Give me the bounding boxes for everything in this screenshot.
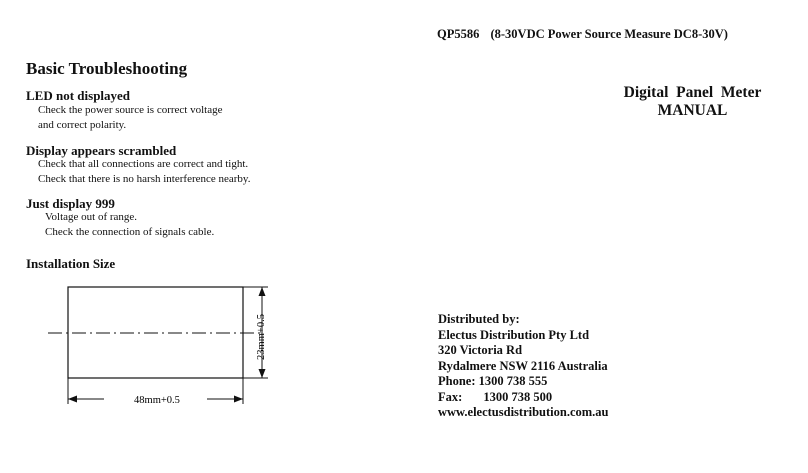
model-number: QP5586 <box>437 27 480 41</box>
trouble-2-title: Display appears scrambled <box>26 143 177 158</box>
trouble-2-line-2: Check that there is no harsh interference nearby. <box>38 173 251 185</box>
manual-title-line-1: Digital Panel Meter <box>623 84 762 101</box>
installation-title: Installation Size <box>26 256 116 271</box>
height-label: 23mm+0.5 <box>256 314 267 360</box>
manual-title-line-2: MANUAL <box>657 102 728 119</box>
width-arrow-right <box>234 396 243 403</box>
trouble-1-line-1: Check the power source is correct voltage <box>38 104 223 116</box>
width-arrow-left <box>68 396 77 403</box>
trouble-1-line-2: and correct polarity. <box>38 119 127 131</box>
distributor-phone: Phone: 1300 738 555 <box>438 374 548 388</box>
height-arrow-bottom <box>259 369 266 378</box>
distributor-street: 320 Victoria Rd <box>438 343 523 357</box>
distributor-city: Rydalmere NSW 2116 Australia <box>438 358 608 373</box>
distributor-fax <box>438 390 609 406</box>
trouble-3-line-2: Check the connection of signals cable. <box>45 226 215 238</box>
trouble-1-title: LED not displayed <box>26 88 131 103</box>
trouble-2-line-1: Check that all connections are correct and tight. <box>38 158 249 170</box>
section-title: Basic Troubleshooting <box>26 59 188 78</box>
height-arrow-top <box>259 287 266 296</box>
manual-title <box>600 84 785 120</box>
distributor-website[interactable]: www.electusdistribution.com.au <box>438 405 609 419</box>
fax-label: Fax: <box>438 389 463 404</box>
fax-number: 1300 738 500 <box>483 389 553 404</box>
distributor-label: Distributed by: <box>438 312 520 326</box>
trouble-3-title: Just display 999 <box>26 196 115 211</box>
distributor-company: Electus Distribution Pty Ltd <box>438 327 590 342</box>
model-spec: (8-30VDC Power Source Measure DC8-30V) <box>490 27 728 41</box>
trouble-3-line-1: Voltage out of range. <box>45 211 138 223</box>
width-label: 48mm+0.5 <box>134 395 180 406</box>
distributor-block <box>438 312 609 421</box>
